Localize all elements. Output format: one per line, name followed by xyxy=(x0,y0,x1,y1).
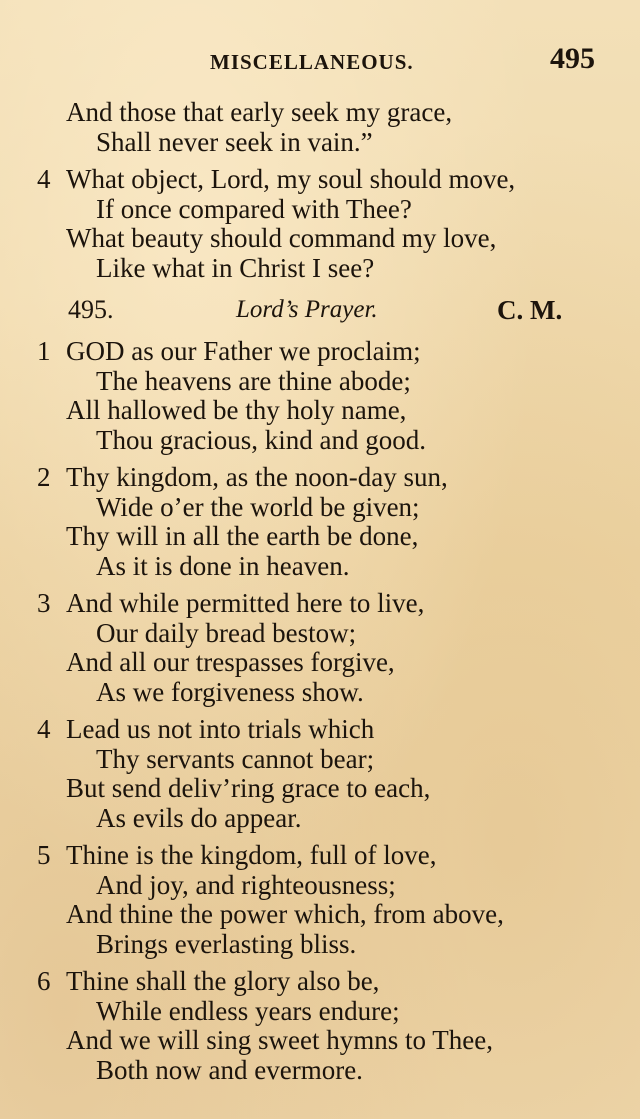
verse-6 xyxy=(0,967,640,1085)
verse-line: As it is done in heaven. xyxy=(96,550,350,581)
verse-line: Shall never seek in vain.” xyxy=(96,126,373,157)
verse-line: Thy will in all the earth be done, xyxy=(66,521,419,551)
verse-line: Wide o’er the world be given; xyxy=(96,491,420,522)
verse-line: As evils do appear. xyxy=(96,802,302,833)
hymn-heading xyxy=(0,289,640,331)
continued-stanza xyxy=(0,98,640,157)
verse-number: 6 xyxy=(37,966,51,996)
verse-line: 4 Lead us not into trials which xyxy=(37,714,375,744)
verse-line: Like what in Christ I see? xyxy=(96,252,375,283)
verse-line: 3 And while permitted here to live, xyxy=(37,588,425,618)
page-content xyxy=(0,98,640,1085)
verse-line: And thine the power which, from above, xyxy=(66,899,504,929)
verse-line: 4 What object, Lord, my soul should move, xyxy=(37,164,516,194)
verse-line: What beauty should command my love, xyxy=(66,223,497,253)
verse-number: 3 xyxy=(37,588,51,618)
verse-4 xyxy=(0,715,640,833)
hymn-title: Lord’s Prayer. xyxy=(236,296,378,323)
verse-3 xyxy=(0,589,640,707)
previous-hymn-verse xyxy=(0,165,640,283)
verse-line: And we will sing sweet hymns to Thee, xyxy=(66,1025,493,1055)
verse-number: 5 xyxy=(37,840,51,870)
verse-1 xyxy=(0,337,640,455)
verse-line: But send deliv’ring grace to each, xyxy=(66,773,431,803)
hymn-number: 495. xyxy=(68,295,114,324)
verse-number: 1 xyxy=(37,336,51,366)
verse-line: Both now and evermore. xyxy=(96,1054,363,1085)
verse-line: All hallowed be thy holy name, xyxy=(66,395,407,425)
verse-line: And joy, and righteousness; xyxy=(96,869,396,900)
page-header xyxy=(0,40,640,80)
verse-2 xyxy=(0,463,640,581)
verse-number: 4 xyxy=(37,714,51,744)
verse-line: Thou gracious, kind and good. xyxy=(96,424,426,455)
running-head: MISCELLANEOUS. xyxy=(210,50,414,74)
verse-line: And those that early seek my grace, xyxy=(66,97,453,127)
verse-line: Thy servants cannot bear; xyxy=(96,743,375,774)
verse-line: Brings everlasting bliss. xyxy=(96,928,357,959)
hymn-meter: C. M. xyxy=(497,295,563,325)
verse-line: If once compared with Thee? xyxy=(96,193,412,224)
verse-line: The heavens are thine abode; xyxy=(96,365,411,396)
verse-5 xyxy=(0,841,640,959)
verse-line: As we forgiveness show. xyxy=(96,676,364,707)
verse-number: 2 xyxy=(37,462,51,492)
verse-line: Our daily bread bestow; xyxy=(96,617,357,648)
verse-line: 6 Thine shall the glory also be, xyxy=(37,966,380,996)
verse-line: While endless years endure; xyxy=(96,995,400,1026)
verse-line: 1 GOD as our Father we proclaim; xyxy=(37,336,421,366)
verse-number: 4 xyxy=(37,164,51,194)
page-number: 495 xyxy=(550,42,595,75)
verse-line: 5 Thine is the kingdom, full of love, xyxy=(37,840,437,870)
verse-line: And all our trespasses forgive, xyxy=(66,647,395,677)
verse-line: 2 Thy kingdom, as the noon-day sun, xyxy=(37,462,448,492)
